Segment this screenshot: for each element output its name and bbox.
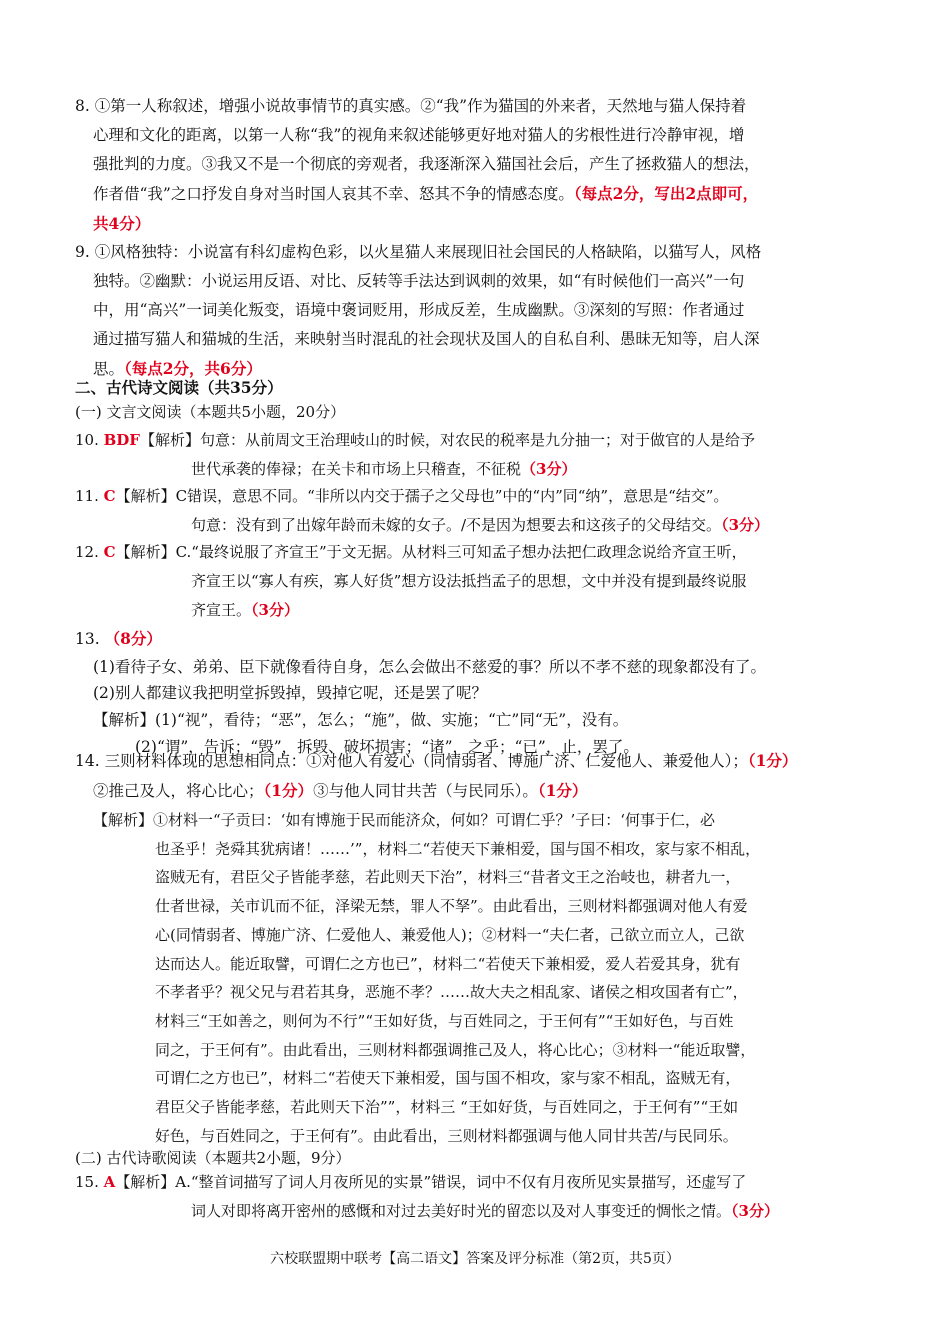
answer-15: 15. A【解析】A.“整首词描写了词人月夜所见的实景”错误，词中不仅有月夜所见实景描写，还虚写了 词人对即将离开密州的感慨和对过去美好时光的留恋以及对人事变迁的惆怅之情。（3分） (75, 1173, 779, 1220)
answer-key: BDF (103, 431, 140, 449)
score-note: （3分） (521, 460, 577, 478)
answer-14: 14. 三则材料体现的思想相同点：①对他人有爱心（同情弱者、博施广济、仁爱他人、兼爱他人）；（1分） ②推己及人，将心比心；（1分）③与他人同甘共苦（与民同乐）。（1分） 【解析】①材料一“子贡曰：‘如有博施于民而能济众，何如？可谓仁乎？’子曰：‘何事于仁，必 也圣乎！尧舜其犹病诸！……’”，材料二“若使天下兼相爱，国与国不相攻，家与家不相乱， 盗贼无有，君臣父子皆能孝慈，若此则天下治”，材料三“昔者文王之治岐也，耕者九一， 仕者世禄，关市讥而不征，泽梁无禁，罪人不孥”。由此看出，三则材料都强调对他人有爱 心(同情弱者、博施广济、仁爱他人、兼爱他人)；②材料一“夫仁者，己欲立而立人，己欲 达而达人。能近取譬，可谓仁之方也已”，材料二“若使天下兼相爱，爱人若爱其身，犹有 不孝者乎？视父兄与君若其身，恶施不孝？……故大夫之相乱家、诸侯之相攻国者有亡”， 材料三“王如善之，则何为不行”“王如好货，与百姓同之，于王何有”“王如好色，与百姓 同之，于王何有”。由此看出，三则材料都强调推己及人，将心比心；③材料一“能近取譬， 可谓仁之方也已”，材料二“若使天下兼相爱，国与国不相攻，家与家不相乱，盗贼无有， 君臣父子皆能孝慈，若此则天下治””，材料三 “王如好货，与百姓同之，于王何有”“王如 好色，与百姓同之，于王何有”。由此看出，三则材料都强调与他人同甘共苦/与民同乐。 (75, 746, 885, 1150)
answer-8-line: 8. ①第一人称叙述，增强小说故事情节的真实感。②“我”作为猫国的外来者，天然地与猫人保持着 (75, 97, 747, 115)
answer-8-line: 作者借“我”之口抒发自身对当时国人哀其不幸、怒其不争的情感态度。（每点2分，写出2点即可， (93, 184, 759, 203)
answer-9-line: 独特。②幽默：小说运用反语、对比、反转等手法达到讽刺的效果，如“有时候他们一高兴”一句 (93, 272, 745, 290)
answer-10: 10. BDF【解析】句意：从前周文王治理岐山的时候，对农民的税率是九分抽一；对于做官的人是给予 世代承袭的俸禄；在关卡和市场上只稽查，不征税（3分） (75, 431, 755, 478)
answer-8 (75, 92, 885, 239)
answer-9-line: 思。（每点2分，共6分） (93, 359, 262, 378)
answer-8-line: 强批判的力度。③我又不是一个彻底的旁观者，我逐渐深入猫国社会后，产生了拯救猫人的想法， (93, 155, 760, 173)
score-note: （1分） (747, 751, 798, 770)
score-note: （8分） (104, 629, 162, 648)
score-note: （3分） (721, 516, 769, 534)
answer-13: 13. （8分） (1)看待子女、弟弟、臣下就像看待自身，怎么会做出不慈爱的事？所以不孝不慈的现象都没有了。 (2)别人都建议我把明堂拆毁掉，毁掉它呢，还是罢了呢？ 【解析】(1)“视”，看待；“恶”，怎么；“施”，做、实施；“亡”同“无”，没有。 (2)“谓”，告诉；“毁”，拆毁、破坏损害；“诸”，之乎；“已”，止，罢了。 (75, 629, 766, 756)
answer-14-analysis: 【解析】①材料一“子贡曰：‘如有博施于民而能济众，何如？可谓仁乎？’子曰：‘何事于仁，必 也圣乎！尧舜其犹病诸！……’”，材料二“若使天下兼相爱，国与国不相攻，家与家不相乱， 盗贼无有，君臣父子皆能孝慈，若此则天下治”，材料三“昔者文王之治岐也，耕者九一， 仕者世禄，关市讥而不征，泽梁无禁，罪人不孥”。由此看出，三则材料都强调对他人有爱 心(同情弱者、博施广济、仁爱他人、兼爱他人)；②材料一“夫仁者，己欲立而立人，己欲 达而达人。能近取譬，可谓仁之方也已”，材料二“若使天下兼相爱，爱人若爱其身，犹有 不孝者乎？视父兄与君若其身，恶施不孝？……故大夫之相乱家、诸侯之相攻国者有亡”， 材料三“王如善之，则何为不行”“王如好货，与百姓同之，于王何有”“王如好色，与百姓 同之，于王何有”。由此看出，三则材料都强调推己及人，将心比心；③材料一“能近取譬， 可谓仁之方也已”，材料二“若使天下兼相爱，国与国不相攻，家与家不相乱，盗贼无有， 君臣父子皆能孝慈，若此则天下治””，材料三 “王如好货，与百姓同之，于王何有”“王如 好色，与百姓同之，于王何有”。由此看出，三则材料都强调与他人同甘共苦/与民同乐。 (93, 811, 761, 1145)
answer-12: 12. C【解析】C.“最终说服了齐宣王”于文无据。从材料三可知孟子想办法把仁政理念说给齐宣王听， 齐宣王以“寡人有疾，寡人好货”想方设法抵挡孟子的思想，文中并没有提到最终说服 齐宣王。（3分） (75, 543, 747, 619)
score-note: （每点2分，共6分） (124, 359, 262, 378)
answer-9 (75, 238, 885, 384)
score-note: （每点2分，写出2点即可， (573, 184, 759, 203)
page-footer: 六校联盟期中联考【高二语文】答案及评分标准（第2页，共5页） (270, 1251, 680, 1267)
score-note: 共4分） (93, 214, 151, 233)
answer-11: 11. C【解析】C错误，意思不同。“非所以内交于孺子之父母也”中的“内”同“纳”，意思是“结交”。 句意：没有到了出嫁年龄而未嫁的女子。/不是因为想要去和这孩子的父母结交。（3分） (75, 487, 769, 534)
answer-key: A (103, 1173, 116, 1191)
answer-9-line: 通过描写猫人和猫城的生活，来映射当时混乱的社会现状及国人的自私自利、愚昧无知等，启人深 (93, 330, 760, 348)
subsection-heading: (一) 文言文阅读（本题共5小题，20分） (75, 403, 346, 421)
answer-8-line: 心理和文化的距离，以第一人称“我”的视角来叙述能够更好地对猫人的劣根性进行冷静审视，增 (93, 126, 745, 144)
score-note: （1分） (537, 781, 588, 800)
answer-key: C (103, 543, 116, 561)
section-heading: 二、古代诗文阅读（共35分） (75, 378, 283, 397)
answer-8-line (75, 209, 885, 239)
score-note: （3分） (731, 1202, 779, 1220)
subsection-heading: (二) 古代诗歌阅读（本题共2小题，9分） (75, 1149, 351, 1167)
answer-9-line: 中，用“高兴”一词美化叛变，语境中褒词贬用，形成反差，生成幽默。③深刻的写照：作者通过 (93, 301, 745, 319)
answer-9-line: 9. ①风格独特：小说富有科幻虚构色彩，以火星猫人来展现旧社会国民的人格缺陷，以猫写人，风格 (75, 243, 762, 261)
score-note: （1分） (263, 781, 314, 800)
score-note: （3分） (251, 601, 299, 619)
answer-key: C (103, 487, 116, 505)
